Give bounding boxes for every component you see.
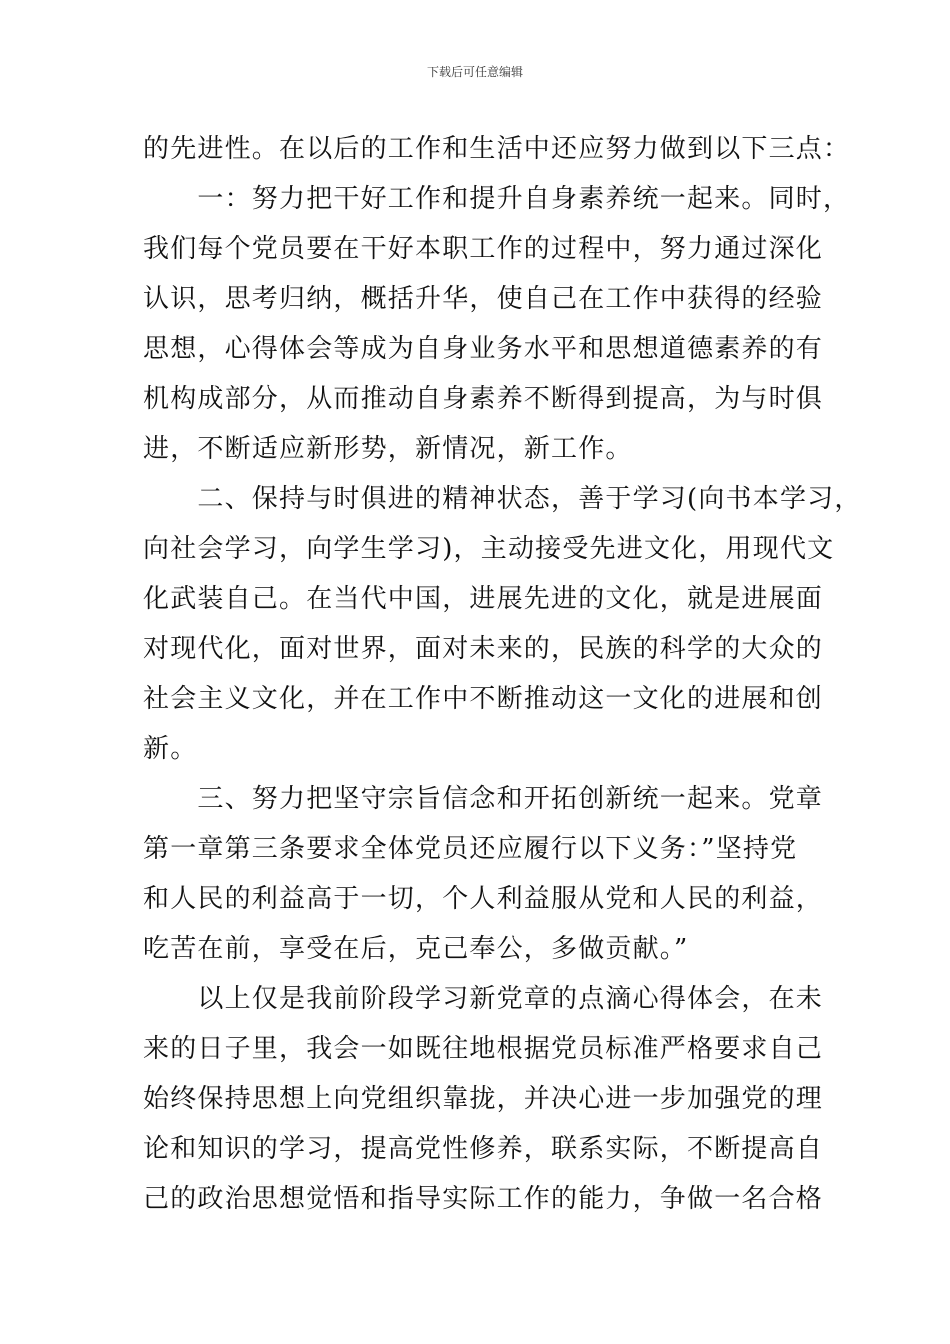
text-line: 来的日子里，我会一如既往地根据党员标准严格要求自己 [143,1034,824,1064]
text-line: 和人民的利益高于一切，个人利益服从党和人民的利益， [143,884,824,914]
text-line: 的先进性。在以后的工作和生活中还应努力做到以下三点： [143,134,851,164]
document-body [143,124,862,1224]
page-header: 下载后可任意编辑 [426,65,523,79]
text-line: 我们每个党员要在干好本职工作的过程中，努力通过深化 [143,234,824,264]
text-line: 进，不断适应新形势，新情况，新工作。 [143,434,633,464]
text-line: 向社会学习，向学生学习)，主动接受先进文化，用现代文 [143,534,835,564]
text-line: 社会主义文化，并在工作中不断推动这一文化的进展和创 [143,684,824,714]
text-line: 对现代化，面对世界，面对未来的，民族的科学的大众的 [143,634,824,664]
text-line: 化武装自己。在当代中国，进展先进的文化，就是进展面 [143,584,824,614]
text-line: 己的政治思想觉悟和指导实际工作的能力，争做一名合格 [143,1184,824,1214]
text-line: 思想，心得体会等成为自身业务水平和思想道德素养的有 [143,334,824,364]
text-line: 三、努力把坚守宗旨信念和开拓创新统一起来。党章 [143,784,824,814]
text-line: 新。 [143,734,198,764]
text-line: 第一章第三条要求全体党员还应履行以下义务：”坚持党 [143,834,798,864]
text-line: 论和知识的学习，提高党性修养，联系实际，不断提高自 [143,1134,824,1164]
text-line: 认识，思考归纳，概括升华，使自己在工作中获得的经验 [143,284,824,314]
text-line: 吃苦在前，享受在后，克己奉公，多做贡献。” [143,934,689,964]
text-line: 机构成部分，从而推动自身素养不断得到提高，为与时俱 [143,384,824,414]
text-line: 一：努力把干好工作和提升自身素养统一起来。同时， [143,184,851,214]
text-line: 始终保持思想上向党组织靠拢，并决心进一步加强党的理 [143,1084,824,1114]
text-line: 二、保持与时俱进的精神状态，善于学习(向书本学习， [143,484,862,514]
text-line: 以上仅是我前阶段学习新党章的点滴心得体会，在未 [143,984,824,1014]
